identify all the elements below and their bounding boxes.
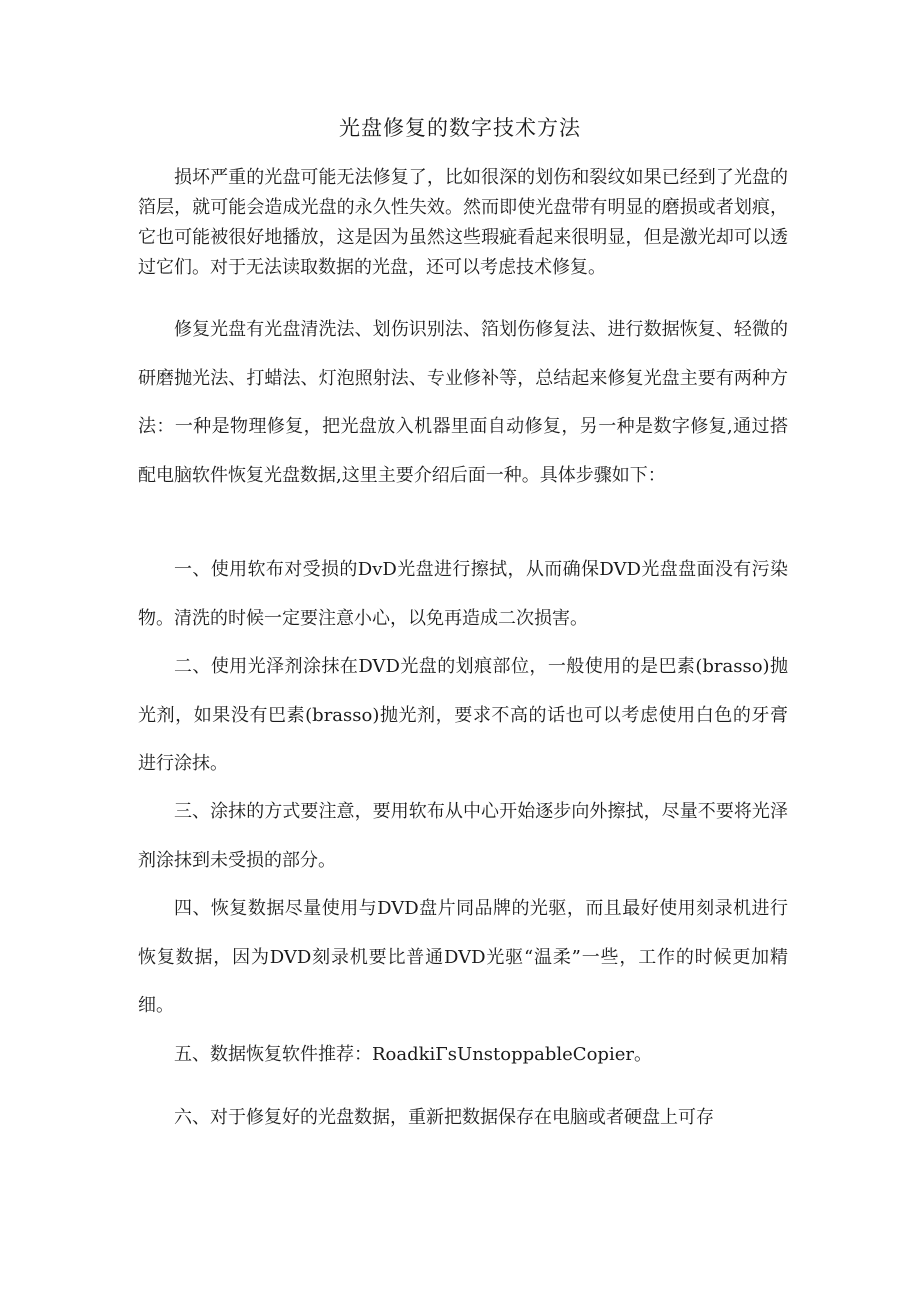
- paragraph-step-1: 一、使用软布对受损的DvD光盘进行擦拭，从而确保DVD光盘盘面没有污染物。清洗的时候一定要注意小心，以免再造成二次损害。: [138, 559, 788, 629]
- paragraph-step-5: 五、数据恢复软件推荐：RoadkiΓsUnstoppableCopier。: [174, 1044, 652, 1065]
- paragraph-methods-overview: 修复光盘有光盘清洗法、划伤识别法、箔划伤修复法、进行数据恢复、轻微的研磨抛光法、打蜡法、灯泡照射法、专业修补等，总结起来修复光盘主要有两种方法：一种是物理修复，把光盘放入机器里面自动修复，另一种是数字修复,通过搭配电脑软件恢复光盘数据,这里主要介绍后面一种。具体步骤如下：: [138, 319, 788, 486]
- paragraph-step-6: 六、对于修复好的光盘数据，重新把数据保存在电脑或者硬盘上可存: [174, 1107, 714, 1128]
- paragraph-step-2: 二、使用光泽剂涂抹在DVD光盘的划痕部位，一般使用的是巴素(brasso)抛光剂，如果没有巴素(brasso)抛光剂，要求不高的话也可以考虑使用白色的牙膏进行涂抹。: [138, 656, 788, 774]
- paragraph-step-3: 三、涂抹的方式要注意，要用软布从中心开始逐步向外擦拭，尽量不要将光泽剂涂抹到未受损的部分。: [138, 801, 788, 871]
- paragraph-intro: 损坏严重的光盘可能无法修复了，比如很深的划伤和裂纹如果已经到了光盘的箔层，就可能会造成光盘的永久性失效。然而即使光盘带有明显的磨损或者划痕，它也可能被很好地播放，这是因为虽然这些瑕疵看起来很明显，但是激光却可以透过它们。对于无法读取数据的光盘，还可以考虑技术修复。: [138, 167, 788, 278]
- document-title: 光盘修复的数字技术方法: [339, 116, 581, 140]
- paragraph-step-4: 四、恢复数据尽量使用与DVD盘片同品牌的光驱，而且最好使用刻录机进行恢复数据，因为DVD刻录机要比普通DVD光驱“温柔”一些，工作的时候更加精细。: [138, 898, 788, 1016]
